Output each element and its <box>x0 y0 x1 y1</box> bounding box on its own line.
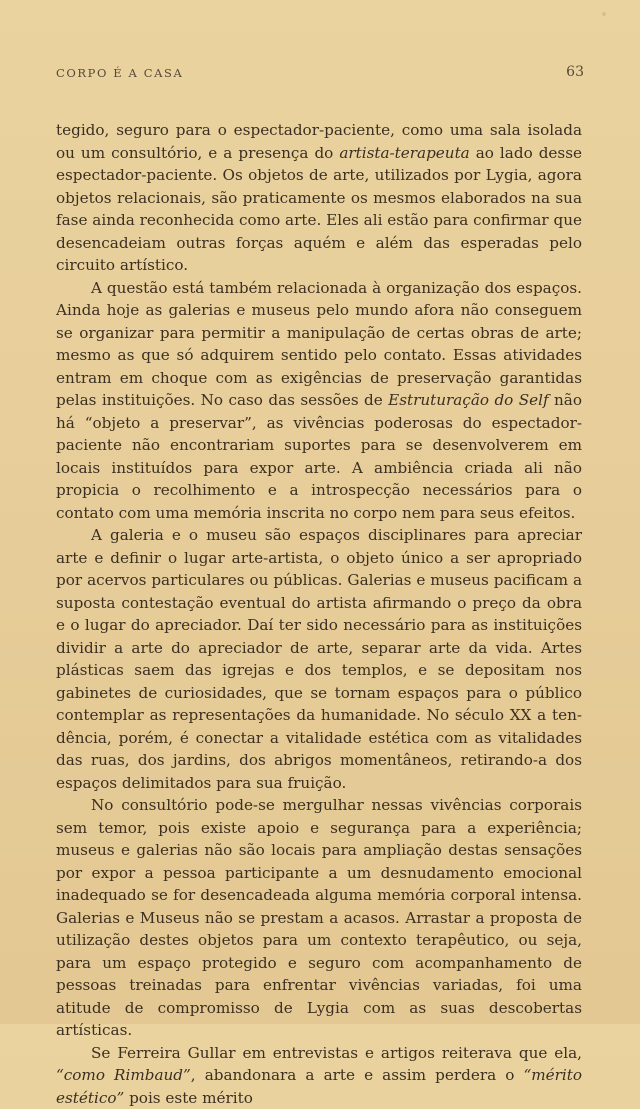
italic-run: “como Rimbaud” <box>56 1066 191 1084</box>
body-text <box>56 119 582 1109</box>
text-run: , abandonara a arte e assim perdera o <box>191 1066 524 1084</box>
text-run: ao lado desse espectador-paciente. Os objetos de arte, utilizados por Lygia, agora objetos relacionais, são praticamente os mesmos elaborados na sua fase ainda reconhecida como arte. Eles ali estão para confirmar que desencadeiam outras forças aquém e além das esperadas pelo circuito artístico. <box>56 144 582 275</box>
italic-run: Estruturação do Self <box>388 391 548 409</box>
italic-run: artista-terapeuta <box>339 144 469 162</box>
text-run: tegido, seguro para o espectador-paciente, como uma sala isolada ou um consultório, e a presença do <box>56 121 582 162</box>
paragraph <box>56 794 582 1042</box>
text-run: A galeria e o museu são espaços disciplinares para apreciar arte e definir o lugar arte-artista, o objeto único a ser apropriado por acervos particulares ou públicas. Galerias e museus pacificam a suposta contestação eventual do artista afirmando o preço da obra e o lugar do apreciador. Daí ter sido necessário para as instituições dividir a arte do apreciador de arte, separar arte da vida. Artes plásticas saem das igrejas e dos templos, e se depositam nos gabinetes de curiosidades, que se tornam espaços para o público contemplar as representações da humanidade. No século XX a tendência, porém, é conectar a vitalidade estética com as vitalidades das ruas, dos jardins, dos abrigos momentâneos, retirando-a dos espaços delimitados para sua fruição. <box>56 526 582 792</box>
paragraph <box>56 277 582 525</box>
text-run: A questão está também relacionada à organização dos espaços. Ainda hoje as galerias e museus pelo mundo afora não conseguem se organizar para permitir a manipulação de certas obras de arte; mesmo as que só adquirem sentido pelo contato. Essas atividades entram em choque com as exigências de preservação garantidas pelas instituições. No caso das sessões de <box>56 279 582 410</box>
running-title: CORPO É A CASA <box>56 66 183 80</box>
text-run: não há “objeto a preservar”, as vivências poderosas do espectador-paciente não encontrariam suportes para se desenvolverem em locais instituídos para expor arte. A ambiência criada ali não propicia o recolhimento e a introspecção necessários para o contato com uma memória inscrita no corpo nem para seus efeitos. <box>56 391 582 522</box>
page-number: 63 <box>566 64 584 80</box>
text-run: No consultório pode-se mergulhar nessas vivências corporais sem temor, pois existe apoio e segurança para a experiência; museus e galerias não são locais para ampliação destas sensações por expor a pessoa participante a um desnudamento emocional inadequado se for desencadeada alguma memória corporal intensa. Galerias e Museus não se prestam a acasos. Arrastar a proposta de utilização destes objetos para um contexto terapêutico, ou seja, para um espaço protegido e seguro com acompanhamento de pessoas treinadas para enfrentar vivências variadas, foi uma atitude de compromisso de Lygia com as suas descobertas artísticas. <box>56 796 582 1039</box>
italic-run: “mérito estético” <box>56 1066 582 1107</box>
text-run: pois este mérito <box>124 1089 253 1107</box>
paragraph <box>56 119 582 277</box>
paper-speck <box>602 12 606 16</box>
paragraph <box>56 1042 582 1109</box>
paragraph <box>56 524 582 794</box>
running-head <box>56 66 584 82</box>
text-run: Se Ferreira Gullar em entrevistas e artigos reiterava que ela, <box>91 1044 582 1062</box>
